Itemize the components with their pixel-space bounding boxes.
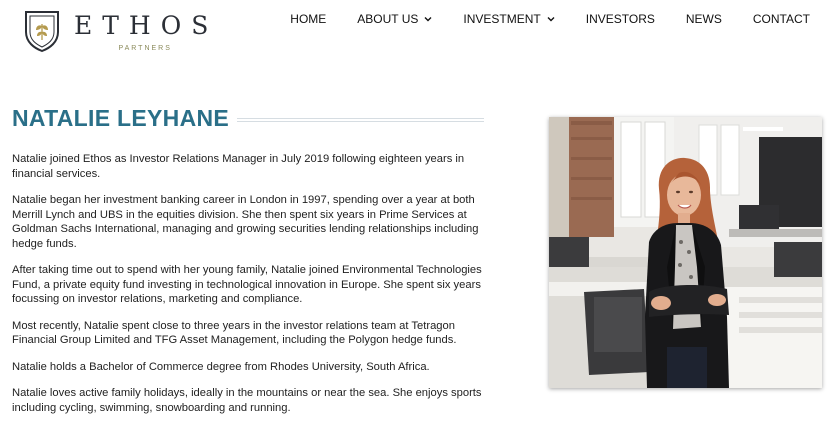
bio-paragraph: Natalie holds a Bachelor of Commerce degree from Rhodes University, South Africa. xyxy=(12,360,430,373)
nav-investment-label: INVESTMENT xyxy=(463,12,541,26)
portrait-image xyxy=(549,117,822,388)
brand-name: ETHOS xyxy=(74,11,219,40)
brand-subtitle: PARTNERS xyxy=(118,45,172,52)
nav-investors[interactable] xyxy=(586,12,655,26)
page-title: NATALIE LEYHANE xyxy=(12,105,230,131)
nav-about-us[interactable] xyxy=(357,12,432,26)
profile-photo xyxy=(549,117,822,388)
bio-paragraph: Natalie loves active family holidays, ideally in the mountains or near the sea. She enjoys sports including cycling, swimming, snowboarding and running. xyxy=(12,387,482,414)
chevron-down-icon xyxy=(547,15,555,23)
bio-paragraph: After taking time out to spend with her young family, Natalie joined Environmental Technologies Fund, a private equity fund investing in technological innovation in Europe. She spent six years focussing on investor relations, marketing and compliance. xyxy=(12,264,482,306)
nav-news-label: NEWS xyxy=(685,12,722,26)
nav-investment[interactable] xyxy=(463,12,554,26)
title-divider xyxy=(237,118,484,122)
nav-about-us-label: ABOUT US xyxy=(357,12,419,26)
ethos-logo[interactable] xyxy=(24,10,218,54)
profile-header xyxy=(12,105,484,132)
nav-home-label: HOME xyxy=(290,12,327,26)
nav-contact[interactable] xyxy=(753,12,810,26)
chevron-down-icon xyxy=(424,15,432,23)
bio-paragraph: Natalie began her investment banking career in London in 1997, spending over a year at both Merrill Lynch and UBS in the equities division. She then spent six years in Prime Services at Goldman Sachs International, managing and growing securities lending relationships including hedge funds. xyxy=(12,193,479,250)
nav-investors-label: INVESTORS xyxy=(585,12,655,26)
shield-logo-icon xyxy=(24,10,60,52)
nav-news[interactable] xyxy=(686,12,722,26)
bio-paragraph: Natalie joined Ethos as Investor Relations Manager in July 2019 following eighteen years in financial services. xyxy=(12,153,465,180)
bio-paragraph: Most recently, Natalie spent close to three years in the investor relations team at Tetragon Financial Group Limited and TFG Asset Management, including the Polygon hedge funds. xyxy=(12,319,457,347)
profile-bio xyxy=(12,152,482,427)
main-nav xyxy=(290,12,810,26)
nav-home[interactable] xyxy=(290,12,326,26)
nav-contact-label: CONTACT xyxy=(752,12,810,26)
